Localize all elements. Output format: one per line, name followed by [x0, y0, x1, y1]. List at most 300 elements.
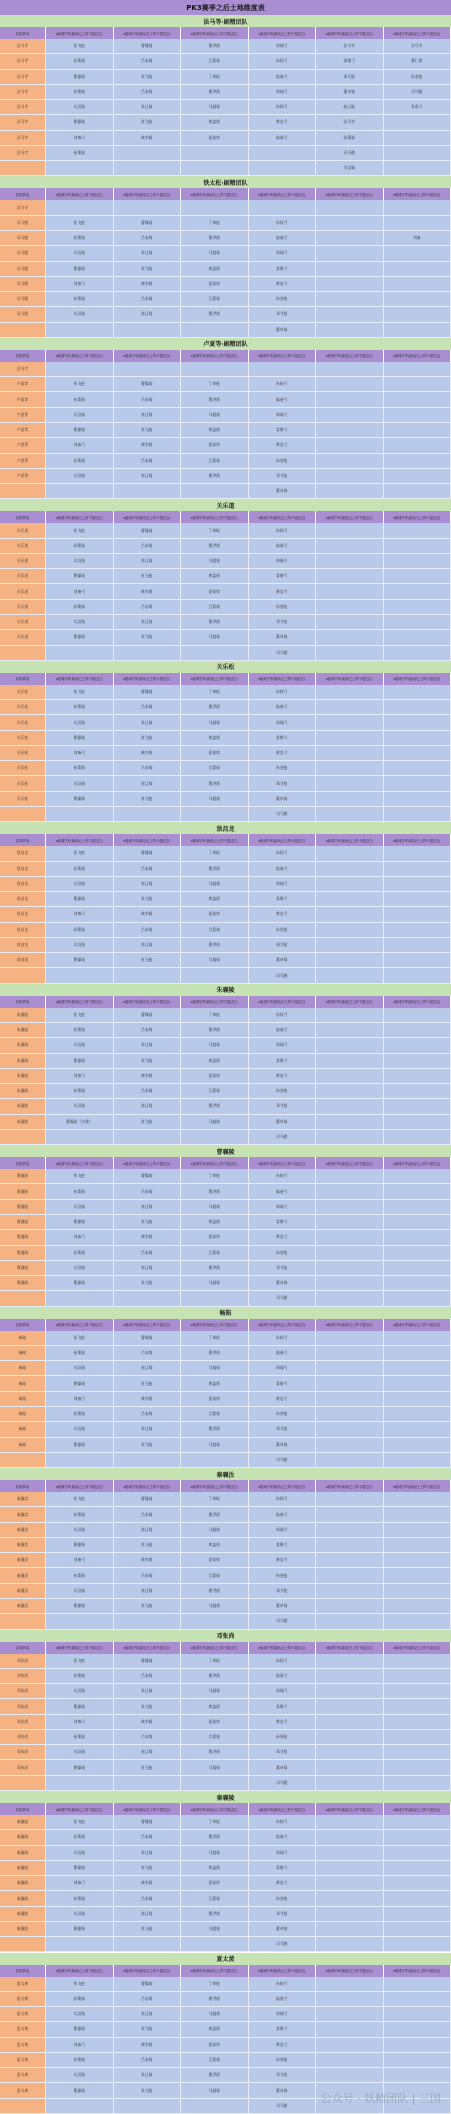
column-header: 武将/阵容 [0, 1480, 46, 1492]
table-row [0, 469, 451, 484]
table-row [0, 523, 451, 538]
table-cell [316, 1291, 384, 1306]
table-cell: 典韦盾 [114, 1553, 182, 1568]
table-row [0, 323, 451, 338]
table-cell: 吕布骑 [114, 1891, 182, 1906]
table-cell [384, 646, 451, 661]
table-cell [181, 200, 249, 215]
team-section [0, 1630, 451, 1791]
column-header: x级城守军(最高/已上阵不超过位) [316, 350, 384, 362]
row-label-cell [0, 1453, 46, 1468]
table-cell: 黄盖盾 [181, 731, 249, 746]
table-cell [384, 1453, 451, 1468]
row-label-cell: 朱襄陵 [0, 1084, 46, 1099]
table-cell: 关羽骑 [46, 615, 114, 630]
table-cell [316, 569, 384, 584]
table-cell [384, 1392, 451, 1407]
table-cell: 张辽骑 [114, 877, 182, 892]
table-cell: 曹洪盾 [181, 469, 249, 484]
row-label-cell: 曹襄陵 [0, 1261, 46, 1276]
table-cell [384, 1331, 451, 1346]
table-cell: 黄盖盾 [181, 1861, 249, 1876]
table-cell: 曹操骑 [46, 423, 114, 438]
table-row [0, 1669, 451, 1684]
table-cell: 吕布骑 [114, 454, 182, 469]
column-header: x级城守军(最高/已上阵不超过位) [249, 1803, 317, 1815]
table-cell: 张辽骑 [114, 469, 182, 484]
table-cell [316, 731, 384, 746]
column-header: x级城守军(最高/已上阵不超过位) [46, 1157, 114, 1169]
table-row [0, 1599, 451, 1614]
table-cell: 邓艾枪 [249, 776, 317, 791]
row-label-cell: 司马懿 [0, 231, 46, 246]
table-cell: 姜维弓 [249, 423, 317, 438]
row-label-cell: 秦襄陵 [0, 1861, 46, 1876]
table-cell: 刘备弓 [46, 1715, 114, 1730]
table-cell: 邓艾枪 [249, 1584, 317, 1599]
row-label-cell: 司马懿 [0, 216, 46, 231]
table-cell: 周瑜弓 [249, 1523, 317, 1538]
table-cell [316, 1361, 384, 1376]
table-cell: 夏侯惇 [181, 1553, 249, 1568]
table-cell: 孙策骑 [46, 1507, 114, 1522]
table-cell: 曹洪盾 [181, 938, 249, 953]
column-header: x级城守军(最高/已上阵不超过位) [384, 27, 451, 39]
table-cell [384, 1054, 451, 1069]
table-cell [316, 1184, 384, 1199]
table-cell [384, 1654, 451, 1669]
table-row [0, 277, 451, 292]
table-cell: 典韦盾 [114, 277, 182, 292]
column-header: x级城守军(最高/已上阵不超过位) [384, 511, 451, 523]
table-cell [316, 923, 384, 938]
table-cell [316, 1038, 384, 1053]
table-cell [114, 1453, 182, 1468]
table-cell [384, 216, 451, 231]
table-cell [316, 1130, 384, 1145]
table-cell [384, 262, 451, 277]
row-label-cell [0, 968, 46, 983]
table-row [0, 1614, 451, 1629]
row-label-cell [0, 1291, 46, 1306]
row-label-cell: 法马寺 [0, 146, 46, 161]
row-label-cell: 秦襄陵 [0, 1815, 46, 1830]
table-cell [384, 1568, 451, 1583]
table-cell: 黄忠弓 [249, 1230, 317, 1245]
table-cell [316, 630, 384, 645]
table-row [0, 1115, 451, 1130]
row-label-cell: 秦襄陵 [0, 1830, 46, 1845]
row-label-cell: 畅陷 [0, 1407, 46, 1422]
table-cell [384, 454, 451, 469]
table-cell [384, 1861, 451, 1876]
table-cell: 刘备 [384, 231, 451, 246]
column-header: x级城守军(最高/已上阵不超过位) [46, 996, 114, 1008]
table-cell: 孙策骑 [46, 1246, 114, 1261]
table-cell [384, 2068, 451, 2083]
row-label-cell: 邓张尚 [0, 1669, 46, 1684]
table-cell: 马超骑 [181, 2083, 249, 2098]
table-cell: 张飞枪 [46, 1815, 114, 1830]
table-cell [114, 646, 182, 661]
table-cell [384, 1261, 451, 1276]
row-label-cell: 卢夏等 [0, 454, 46, 469]
table-cell [316, 469, 384, 484]
table-cell: 马超骑 [181, 1523, 249, 1538]
table-cell [316, 307, 384, 322]
table-cell [384, 1977, 451, 1992]
table-cell: 关羽骑 [46, 1846, 114, 1861]
table-cell: 司马懿 [249, 1130, 317, 1145]
table-cell [316, 554, 384, 569]
table-cell: 典韦盾 [114, 584, 182, 599]
table-cell: 关羽骑 [46, 1422, 114, 1437]
table-row [0, 131, 451, 146]
table-cell: 董卓骑 [249, 1438, 317, 1453]
row-label-cell: 畅陷 [0, 1331, 46, 1346]
table-cell: 夏侯惇 [181, 1230, 249, 1245]
table-cell: 曹洪盾 [181, 1907, 249, 1922]
table-cell [316, 1215, 384, 1230]
table-cell [384, 1876, 451, 1891]
table-row [0, 1891, 451, 1906]
column-header: x级城守军(最高/已上阵不超过位) [114, 188, 182, 200]
table-cell: 曹洪盾 [181, 1261, 249, 1276]
column-header: x级城守军(最高/已上阵不超过位) [249, 673, 317, 685]
row-label-cell: 曹襄陵 [0, 1276, 46, 1291]
table-cell: 黄盖盾 [181, 262, 249, 277]
table-cell: 周瑜弓 [249, 1684, 317, 1699]
row-label-cell: 秦襄汝 [0, 1523, 46, 1538]
table-cell: 法马寺 [316, 115, 384, 130]
table-cell: 张角弓 [384, 100, 451, 115]
table-row [0, 1992, 451, 2007]
table-cell [384, 1715, 451, 1730]
row-label-cell: 司马懿 [0, 246, 46, 261]
table-cell: 张辽骑 [114, 615, 182, 630]
table-cell: 黄忠弓 [249, 907, 317, 922]
table-cell [114, 161, 182, 176]
table-cell [384, 1008, 451, 1023]
table-cell [316, 776, 384, 791]
table-row [0, 1830, 451, 1845]
column-header: 武将/阵容 [0, 996, 46, 1008]
table-cell [384, 146, 451, 161]
column-header: x级城守军(最高/已上阵不超过位) [249, 1319, 317, 1331]
table-cell: 曹操骑 [46, 1538, 114, 1553]
table-cell: 孙策骑 [46, 1023, 114, 1038]
table-cell: 法马寺 [384, 39, 451, 54]
table-cell: 刘备弓 [46, 277, 114, 292]
column-header: 武将/阵容 [0, 1642, 46, 1654]
row-label-cell: 关乐松 [0, 731, 46, 746]
table-cell: 姜维弓 [249, 731, 317, 746]
table-row [0, 846, 451, 861]
table-cell: 张辽骑 [114, 246, 182, 261]
table-cell: 周瑜弓 [249, 877, 317, 892]
table-cell [384, 2007, 451, 2022]
table-row [0, 1715, 451, 1730]
column-header: x级城守军(最高/已上阵不超过位) [249, 188, 317, 200]
table-cell: 姜维弓 [249, 1054, 317, 1069]
table-cell: 吕蒙骑 [181, 54, 249, 69]
column-header: x级城守军(最高/已上阵不超过位) [114, 27, 182, 39]
table-cell: 丁奉枪 [181, 1492, 249, 1507]
table-cell [384, 1023, 451, 1038]
row-label-cell: 秦襄汝 [0, 1538, 46, 1553]
table-row [0, 2038, 451, 2053]
table-cell: 黄忠弓 [249, 115, 317, 130]
section-title: 法马等·刷精团队 [0, 15, 451, 27]
table-cell [46, 323, 114, 338]
table-cell [384, 554, 451, 569]
table-cell: 曹操骑 [114, 1331, 182, 1346]
column-header: x级城守军(最高/已上阵不超过位) [114, 1642, 182, 1654]
table-cell [181, 161, 249, 176]
table-cell: 丁奉枪 [181, 523, 249, 538]
table-cell [316, 408, 384, 423]
table-cell: 周瑜弓 [249, 39, 317, 54]
table-row [0, 200, 451, 215]
table-cell: 周瑜弓 [249, 246, 317, 261]
row-label-cell: 敌昌龙 [0, 938, 46, 953]
table-cell [384, 1599, 451, 1614]
table-cell: 陆逊弓 [249, 1830, 317, 1845]
table-row [0, 307, 451, 322]
table-cell: 吕布骑 [114, 1669, 182, 1684]
table-cell: 张飞枪 [114, 1538, 182, 1553]
table-cell [384, 1215, 451, 1230]
table-row [0, 776, 451, 791]
table-row [0, 1507, 451, 1522]
table-row [0, 1568, 451, 1583]
team-section [0, 984, 451, 1145]
table-cell: 张飞枪 [114, 1438, 182, 1453]
table-cell [316, 484, 384, 499]
table-cell [316, 1230, 384, 1245]
column-header: x级城守军(最高/已上阵不超过位) [46, 1803, 114, 1815]
table-cell [384, 807, 451, 822]
section-title: 秦襄汝 [0, 1468, 451, 1480]
table-cell: 陆逊弓 [249, 392, 317, 407]
table-cell: 孙坚枪 [249, 1568, 317, 1583]
table-cell: 孙坚枪 [249, 292, 317, 307]
table-cell [384, 161, 451, 176]
row-label-cell: 曹襄陵 [0, 1230, 46, 1245]
table-cell: 赵云枪 [316, 100, 384, 115]
row-label-cell: 法马寺 [0, 54, 46, 69]
table-row [0, 862, 451, 877]
row-label-cell: 司马懿 [0, 292, 46, 307]
column-header: x级城守军(最高/已上阵不超过位) [384, 188, 451, 200]
table-cell: 吕布骑 [114, 54, 182, 69]
row-label-cell [0, 484, 46, 499]
row-label-cell: 关乐松 [0, 700, 46, 715]
table-cell [114, 146, 182, 161]
table-cell [316, 646, 384, 661]
row-label-cell: 法马寺 [0, 70, 46, 85]
table-cell: 曹操骑 [46, 792, 114, 807]
table-cell: 丁奉枪 [181, 377, 249, 392]
table-cell: 马超骑 [181, 2007, 249, 2022]
table-row [0, 1038, 451, 1053]
table-cell [384, 862, 451, 877]
table-cell: 周瑜弓 [249, 1846, 317, 1861]
table-cell: 邓艾枪 [249, 1261, 317, 1276]
table-cell: 张辽骑 [114, 1261, 182, 1276]
table-cell: 曹洪盾 [181, 1992, 249, 2007]
row-label-cell: 曹襄陵 [0, 1169, 46, 1184]
table-cell: 张飞枪 [114, 2083, 182, 2098]
table-cell: 吕布骑 [114, 85, 182, 100]
table-row [0, 907, 451, 922]
table-cell [181, 968, 249, 983]
table-cell: 张飞枪 [114, 70, 182, 85]
table-cell: 关羽骑 [46, 469, 114, 484]
table-cell [384, 1084, 451, 1099]
table-cell: 孙策骑 [46, 1669, 114, 1684]
table-cell [114, 968, 182, 983]
row-label-cell: 关乐松 [0, 685, 46, 700]
table-cell [316, 246, 384, 261]
table-cell: 典韦盾 [114, 746, 182, 761]
column-header: x级城守军(最高/已上阵不超过位) [316, 511, 384, 523]
table-cell: 吕蒙骑 [181, 1730, 249, 1745]
table-cell: 关羽骑 [46, 1907, 114, 1922]
table-cell: 马超骑 [181, 1361, 249, 1376]
table-cell [316, 1599, 384, 1614]
table-cell: 邓艾枪 [249, 1099, 317, 1114]
table-cell: 马超骑 [181, 1846, 249, 1861]
row-label-cell: 敌昌龙 [0, 907, 46, 922]
table-cell: 张辽骑 [114, 1361, 182, 1376]
table-row [0, 392, 451, 407]
table-row [0, 1776, 451, 1791]
table-cell: 曹操骑 [114, 1815, 182, 1830]
table-cell: 曹操骑 [46, 70, 114, 85]
table-cell: 邓艾枪 [249, 1907, 317, 1922]
table-cell: 陆逊弓 [249, 1023, 317, 1038]
table-row [0, 1492, 451, 1507]
table-cell: 关羽骑 [46, 1361, 114, 1376]
row-label-cell: 秦襄汝 [0, 1553, 46, 1568]
table-cell: 周瑜弓 [249, 1361, 317, 1376]
table-cell [384, 1069, 451, 1084]
column-header: x级城守军(最高/已上阵不超过位) [181, 1319, 249, 1331]
table-cell [316, 438, 384, 453]
table-row [0, 1553, 451, 1568]
table-cell: 曹洪盾 [181, 776, 249, 791]
table-row [0, 438, 451, 453]
row-label-cell: 法马寺 [0, 85, 46, 100]
column-header: x级城守军(最高/已上阵不超过位) [384, 1642, 451, 1654]
table-cell: 黄忠弓 [249, 1392, 317, 1407]
table-cell: 孙权弓 [249, 1169, 317, 1184]
column-header: x级城守军(最高/已上阵不超过位) [181, 1965, 249, 1977]
column-header: x级城守军(最高/已上阵不超过位) [114, 1480, 182, 1492]
table-cell: 邓艾枪 [249, 1422, 317, 1437]
table-cell [384, 1115, 451, 1130]
table-cell: 黄忠弓 [249, 746, 317, 761]
table-cell [384, 1184, 451, 1199]
table-row [0, 1184, 451, 1199]
column-header: x级城守军(最高/已上阵不超过位) [46, 1480, 114, 1492]
table-cell: 曹洪盾 [181, 85, 249, 100]
table-cell [181, 1453, 249, 1468]
table-cell: 司马懿 [249, 1291, 317, 1306]
table-cell: 司马懿 [249, 1614, 317, 1629]
table-cell [316, 292, 384, 307]
column-header: x级城守军(最高/已上阵不超过位) [249, 511, 317, 523]
row-label-cell: 关乐松 [0, 761, 46, 776]
column-header-row [0, 1319, 451, 1331]
table-cell: 张辽骑 [114, 100, 182, 115]
table-row [0, 70, 451, 85]
row-label-cell: 夏太黄 [0, 2053, 46, 2068]
table-cell [384, 1992, 451, 2007]
column-header-row [0, 1157, 451, 1169]
table-cell [316, 907, 384, 922]
row-label-cell: 邓张尚 [0, 1654, 46, 1669]
table-cell: 吕布骑 [114, 862, 182, 877]
table-row [0, 1538, 451, 1553]
table-cell: 陆逊弓 [249, 1507, 317, 1522]
table-cell: 孙坚枪 [384, 70, 451, 85]
column-header: x级城守军(最高/已上阵不超过位) [114, 1803, 182, 1815]
table-cell: 司马懿 [249, 1453, 317, 1468]
table-cell: 姜维弓 [249, 2022, 317, 2037]
table-cell [384, 392, 451, 407]
table-cell: 张飞枪 [46, 377, 114, 392]
table-cell: 曹操骑 [46, 2083, 114, 2098]
table-cell: 曹洪盾 [181, 1023, 249, 1038]
row-label-cell: 邓张尚 [0, 1684, 46, 1699]
row-label-cell: 关乐松 [0, 792, 46, 807]
row-label-cell: 朱襄陵 [0, 1038, 46, 1053]
table-cell: 夏侯惇 [181, 438, 249, 453]
table-cell: 孙坚枪 [249, 1407, 317, 1422]
table-cell: 关羽骑 [46, 1099, 114, 1114]
table-cell [316, 1261, 384, 1276]
table-cell [384, 1922, 451, 1937]
column-header: x级城守军(最高/已上阵不超过位) [114, 673, 182, 685]
table-cell [114, 807, 182, 822]
table-cell: 曹洪盾 [181, 2068, 249, 2083]
row-label-cell: 朱襄陵 [0, 1008, 46, 1023]
table-cell [384, 2053, 451, 2068]
table-cell: 孙策骑 [46, 862, 114, 877]
table-row [0, 761, 451, 776]
table-cell: 曹洪盾 [181, 39, 249, 54]
table-cell: 张辽骑 [114, 1200, 182, 1215]
table-row [0, 715, 451, 730]
table-cell: 曹洪盾 [181, 700, 249, 715]
table-cell: 吕布骑 [114, 539, 182, 554]
table-row [0, 1261, 451, 1276]
table-cell [384, 685, 451, 700]
column-header: x级城守军(最高/已上阵不超过位) [114, 834, 182, 846]
table-cell: 关羽骑 [46, 554, 114, 569]
table-cell [384, 200, 451, 215]
table-cell: 周瑜弓 [249, 554, 317, 569]
table-cell: 孙策骑 [46, 85, 114, 100]
table-cell: 曹操骑 [46, 1922, 114, 1937]
table-cell: 孙坚枪 [249, 1891, 317, 1906]
row-label-cell: 法马寺 [0, 115, 46, 130]
table-row [0, 646, 451, 661]
table-row [0, 685, 451, 700]
column-header: x级城守军(最高/已上阵不超过位) [316, 1642, 384, 1654]
